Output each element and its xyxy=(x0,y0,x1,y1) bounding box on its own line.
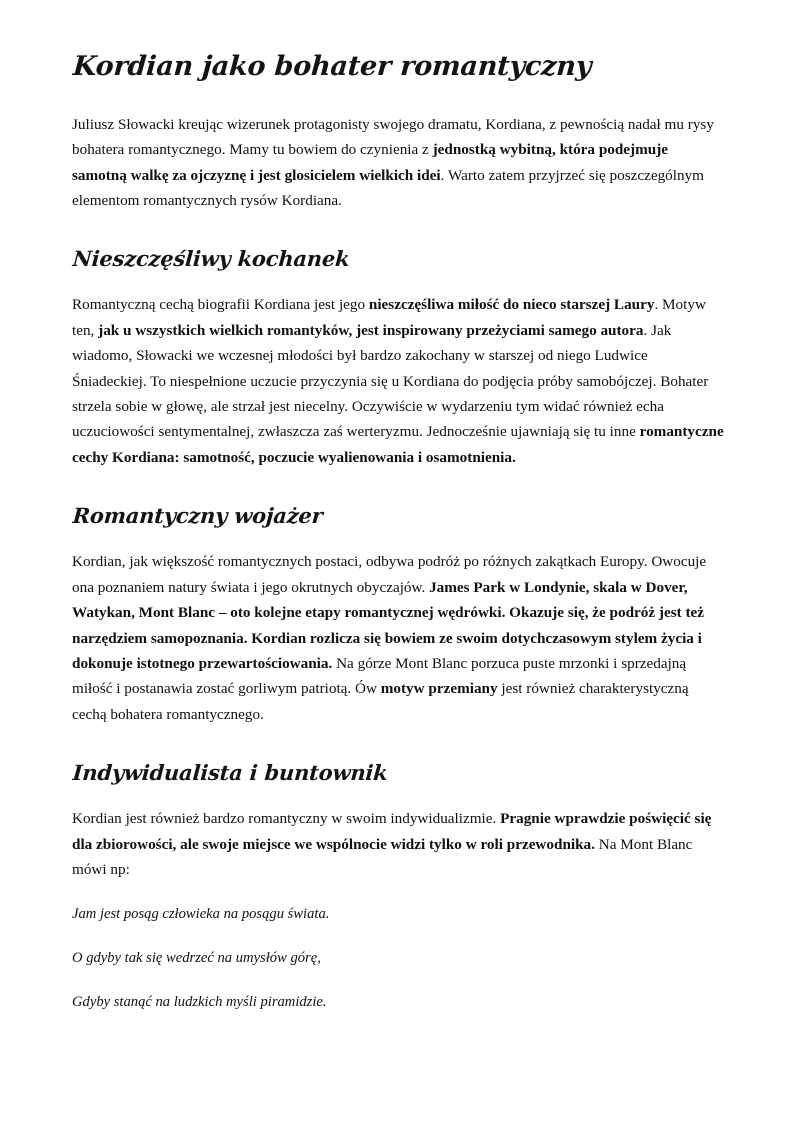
document-content xyxy=(72,52,724,1035)
paragraph-text-part-1: Kordian, jak większość romantycznych postaci, odbywa podróż po różnych zakątkach Europy. Owocuje ona poznaniem natury świata i jego okrutnych obyczajów. xyxy=(72,553,707,596)
intro-tail-text: . Warto zatem przyjrzeć się poszczególnym elementom romantycznych rysów Kordiana. xyxy=(72,166,704,209)
paragraph-text-part-1: Kordian jest również bardzo romantyczny w swoim indywidualizmie. xyxy=(72,810,501,828)
section-paragraph-romantyczny-wojazer xyxy=(72,549,724,727)
paragraph-text-part-2: Na górze Mont Blanc porzuca puste mrzonki i sprzedajną miłość i postanawia zostać gorliwym patriotą. Ów xyxy=(72,654,687,698)
paragraph-bold-part-1: James Park w Londynie, skala w Dover, Watykan, Mont Blanc – oto kolejne etapy romantycznej wędrówki. Okazuje się, że podróż jest też narzędziem samopoznania. Kordian rozlicza się bowiem ze swoim dotychczasowym stylem życia i dokonuje istotnego przewartościowania. xyxy=(72,578,705,672)
paragraph-text-part-2: . Motyw ten, xyxy=(72,296,706,339)
section-heading-nieszczesliwy-kochanek: Nieszczęśliwy kochanek xyxy=(71,246,351,272)
quote-line: O gdyby tak się wedrzeć na umysłów górę, xyxy=(72,949,321,966)
paragraph-bold-part-1: nieszczęśliwa miłość do nieco starszej Laury xyxy=(368,296,655,314)
paragraph-text-part-1: Romantyczną cechą biografii Kordiana jest jego xyxy=(72,296,369,314)
intro-paragraph xyxy=(72,112,724,214)
paragraph-bold-part-1: Pragnie wprawdzie poświęcić się dla zbiorowości, ale swoje miejsce we wspólnocie widzi tylko w roli przewodnika. xyxy=(72,810,712,853)
paragraph-text-part-3: jest również charakterystyczną cechą bohatera romantycznego. xyxy=(72,680,689,723)
intro-lead-text: Juliusz Słowacki kreując wizerunek protagonisty swojego dramatu, Kordiana, z pewnością nadał mu rysy bohatera romantycznego. Mamy tu bowiem do czynienia z xyxy=(72,115,714,159)
section-paragraph-indywidualista-i-buntownik xyxy=(72,806,724,882)
quote-line: Jam jest posąg człowieka na posągu świata. xyxy=(72,905,330,922)
paragraph-text-part-3: . Jak wiadomo, Słowacki we wczesnej młodości był bardzo zakochany w starszej od niego Ludwice Śniadeckiej. To niespełnione uczucie przyczynia się u Kordiana do podjęcia próby samobójczej. Bohater strzela sobie w głowę, ale strzał jest niecelny. Oczywiście w wydarzeniu tym widać również echa uczuciowości sentymentalnej, zwłaszcza zaś werteryzmu. Jednocześnie ujawniają się tu inne xyxy=(72,321,709,441)
quote-block xyxy=(72,903,724,1013)
section-heading-indywidualista-i-buntownik: Indywidualista i buntownik xyxy=(71,760,389,786)
section-paragraph-nieszczesliwy-kochanek xyxy=(72,292,724,470)
paragraph-bold-part-2: jak u wszystkich wielkich romantyków, jest inspirowany przeżyciami samego autora xyxy=(98,321,644,339)
page-title: Kordian jako bohater romantyczny xyxy=(71,51,593,82)
section-heading-romantyczny-wojazer: Romantyczny wojażer xyxy=(71,503,324,529)
paragraph-bold-part-2: motyw przemiany xyxy=(380,680,498,698)
intro-bold-text: jednostką wybitną, która podejmuje samotną walkę za ojczyznę i jest glosicielem wielkich idei xyxy=(72,141,668,184)
paragraph-bold-part-3: romantyczne cechy Kordiana: samotność, poczucie wyalienowania i osamotnienia. xyxy=(72,423,724,466)
quote-line: Gdyby stanąć na ludzkich myśli piramidzie. xyxy=(72,993,327,1010)
paragraph-text-part-2: Na Mont Blanc mówi np: xyxy=(72,835,693,879)
